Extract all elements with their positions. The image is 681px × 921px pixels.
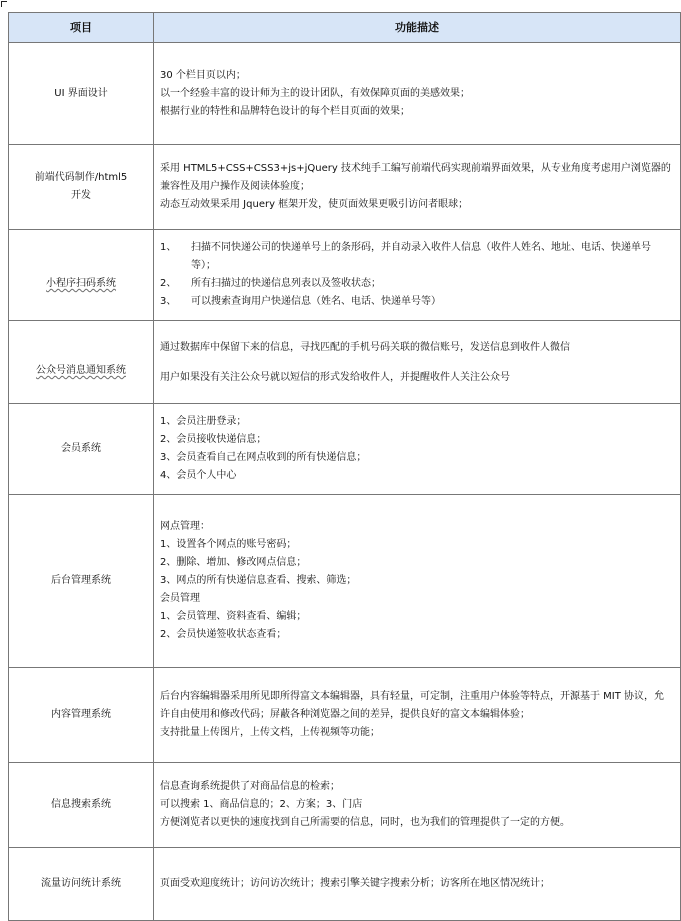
description-line: 页面受欢迎度统计；访问访次统计；搜索引擎关键字搜索分析；访客所在地区情况统计； <box>160 878 550 889</box>
document-corner-mark <box>1 1 7 7</box>
description-cell <box>154 145 681 230</box>
line-spacer <box>160 359 672 369</box>
description-line: 1、会员注册登录； <box>160 416 247 427</box>
description-line: 3、会员查看自己在网点收到的所有快递信息； <box>160 452 367 463</box>
table-row <box>9 495 681 668</box>
description-line: 3、网点的所有快递信息查看、搜索、筛选； <box>160 575 357 586</box>
description-line: 采用 HTML5+CSS+CSS3+js+jQuery 技术纯手工编写前端代码实现前端界面效果，从专业角度考虑用户浏览器的兼容性及用户操作及阅读体验度； <box>160 163 671 192</box>
line-number: 3、 <box>160 296 177 307</box>
table-row <box>9 848 681 921</box>
item-name-text: 公众号消息通知系统 <box>36 365 126 376</box>
line-text: 扫描不同快递公司的快递单号上的条形码，并自动录入收件人信息（收件人姓名、地址、电话、快递单号等）； <box>191 242 651 271</box>
numbered-line <box>160 239 672 275</box>
description-line: 方便浏览者以更快的速度找到自己所需要的信息，同时，也为我们的管理提供了一定的方便。 <box>160 817 570 828</box>
item-name: 后台管理系统 <box>9 495 154 668</box>
description-line: 网点管理： <box>160 521 210 532</box>
description-line: 以一个经验丰富的设计师为主的设计团队，有效保障页面的美感效果； <box>160 87 470 99</box>
description-line: 2、会员快递签收状态查看； <box>160 629 287 640</box>
description-line: 30 个栏目页以内； <box>160 69 246 81</box>
table-row <box>9 763 681 848</box>
description-cell <box>154 43 681 145</box>
item-name <box>9 321 154 404</box>
table-row <box>9 321 681 404</box>
description-line: 根据行业的特性和品牌特色设计的每个栏目页面的效果； <box>160 105 410 117</box>
table-row <box>9 668 681 763</box>
description-cell <box>154 495 681 668</box>
column-header-description: 功能描述 <box>154 13 681 43</box>
column-header-item: 项目 <box>9 13 154 43</box>
numbered-line <box>160 293 672 311</box>
item-name: 前端代码制作/html5 开发 <box>9 145 154 230</box>
description-line: 2、会员接收快递信息； <box>160 434 267 445</box>
item-name <box>9 230 154 321</box>
description-line: 支持批量上传图片，上传文档，上传视频等功能； <box>160 727 380 738</box>
description-line: 会员管理 <box>160 593 200 604</box>
item-name-text: 小程序扫码系统 <box>46 278 116 289</box>
table-header-row <box>9 13 681 43</box>
item-name: 流量访问统计系统 <box>9 848 154 921</box>
description-line: 1、设置各个网点的账号密码； <box>160 539 297 550</box>
description-line: 通过数据库中保留下来的信息，寻找匹配的手机号码关联的微信账号，发送信息到收件人微信 <box>160 342 570 353</box>
description-cell <box>154 668 681 763</box>
line-text: 可以搜索查询用户快递信息（姓名、电话、快递单号等） <box>191 296 441 307</box>
line-number: 1、 <box>160 242 177 253</box>
description-cell <box>154 763 681 848</box>
description-line: 可以搜索 1、商品信息的；2、方案；3、门店 <box>160 799 363 810</box>
description-cell <box>154 404 681 495</box>
numbered-line <box>160 275 672 293</box>
item-name: 内容管理系统 <box>9 668 154 763</box>
description-cell <box>154 230 681 321</box>
table-row <box>9 404 681 495</box>
line-number: 2、 <box>160 278 177 289</box>
table-row <box>9 145 681 230</box>
description-line: 2、删除、增加、修改网点信息； <box>160 557 307 568</box>
item-name: 信息搜索系统 <box>9 763 154 848</box>
feature-table <box>8 12 681 921</box>
description-line: 后台内容编辑器采用所见即所得富文本编辑器，具有轻量，可定制，注重用户体验等特点，开源基于 MIT 协议，允许自由使用和修改代码；屏蔽各种浏览器之间的差异，提供良好的富文本编辑体验； <box>160 691 665 720</box>
item-name: UI 界面设计 <box>9 43 154 145</box>
description-cell <box>154 848 681 921</box>
description-line: 动态互动效果采用 Jquery 框架开发，使页面效果更吸引访问者眼球； <box>160 199 469 210</box>
line-text: 所有扫描过的快递信息列表以及签收状态； <box>191 278 381 289</box>
description-line: 1、会员管理、资料查看、编辑； <box>160 611 307 622</box>
description-line: 用户如果没有关注公众号就以短信的形式发给收件人，并提醒收件人关注公众号 <box>160 372 510 383</box>
feature-table-container <box>8 12 680 921</box>
item-name: 会员系统 <box>9 404 154 495</box>
table-row <box>9 230 681 321</box>
table-row <box>9 43 681 145</box>
description-cell <box>154 321 681 404</box>
description-line: 信息查询系统提供了对商品信息的检索； <box>160 781 340 792</box>
description-line: 4、会员个人中心 <box>160 470 237 481</box>
